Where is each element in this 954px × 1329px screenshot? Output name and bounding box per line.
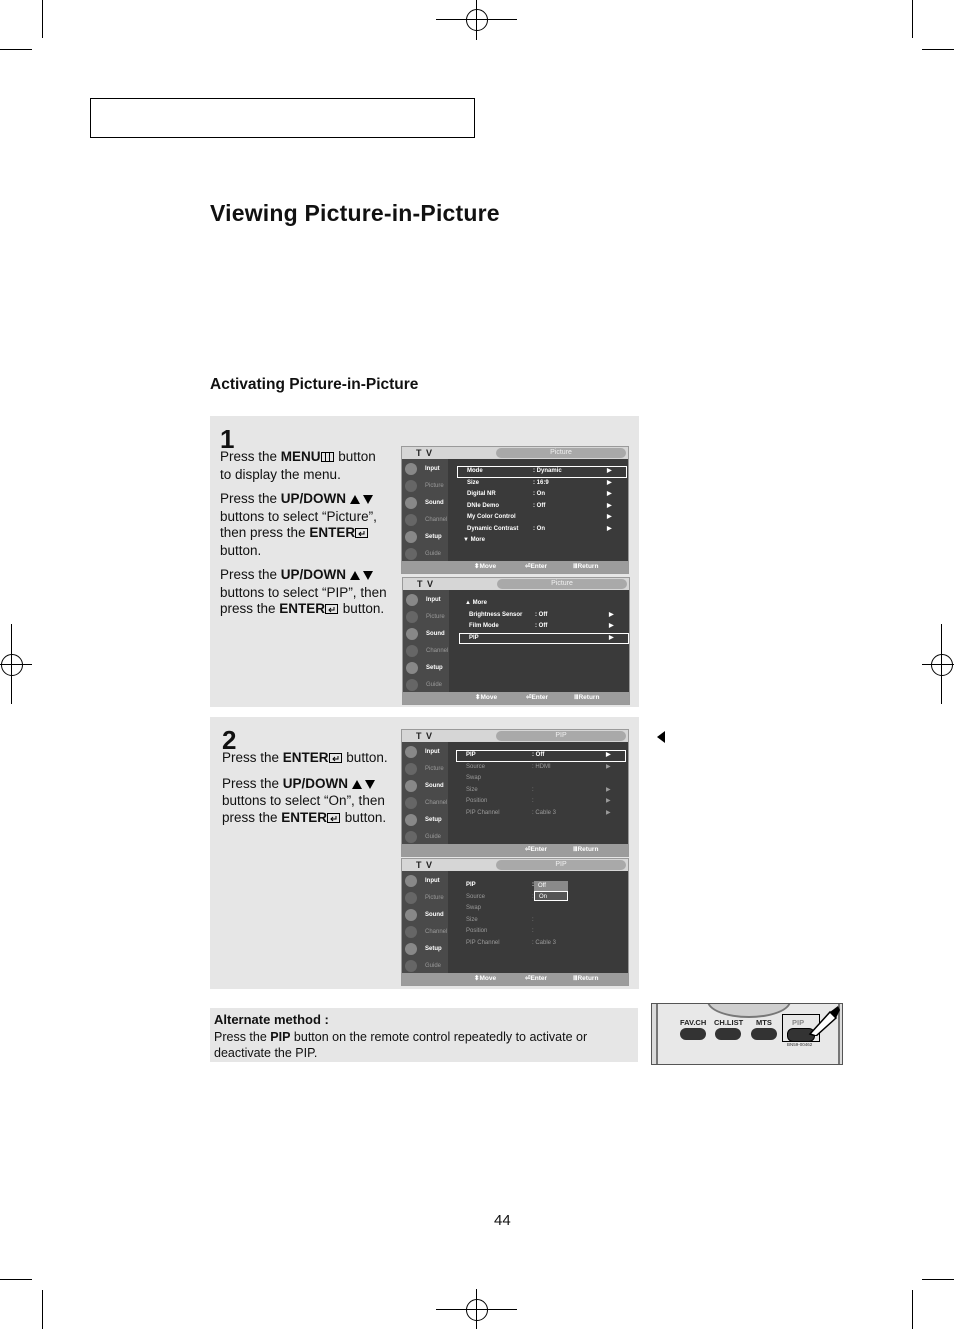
crop-mark (42, 0, 43, 38)
sidebar-item-picture: Picture (402, 478, 448, 494)
crop-mark (922, 1279, 954, 1280)
menu-row: Size : ▶ (466, 786, 611, 793)
menu-row: Position : ▶ (466, 798, 611, 804)
menu-row: Size : (466, 916, 534, 923)
option-off: Off (534, 881, 568, 891)
remote-control-illustration (651, 1003, 843, 1065)
sidebar-item-channel: Channel (402, 512, 448, 528)
menu-sidebar (403, 590, 449, 692)
crop-mark (912, 1290, 913, 1329)
menu-row: PIP Channel : Cable 3 (466, 939, 557, 946)
remote-code: BN59-00462 (787, 1042, 813, 1047)
menu-sidebar (402, 459, 448, 561)
up-down-icon (352, 777, 376, 794)
tv-menu-screen-picture-more: T V Picture Input Picture Sound Channel Setup Guide ▲ More Brightness Sensor : Off ▶ Film Mode : Off ▶ PIP ▶ ⬍ Move ⏎ Enter Ⅲ Return (402, 577, 630, 705)
menu-list (457, 466, 627, 547)
menu-row-pip: PIP : (466, 882, 534, 888)
step-number: 1 (220, 424, 235, 454)
up-down-icon (350, 568, 374, 585)
sidebar-item-setup: Setup (402, 941, 448, 957)
up-down-icon (350, 492, 374, 509)
alternate-title: Alternate method : (214, 1012, 329, 1027)
remote-button-ch-list[interactable] (715, 1028, 741, 1040)
menu-row: DNIe Demo : Off ▶ (467, 502, 612, 509)
sidebar-item-channel: Channel (402, 924, 448, 940)
alternate-text: Press the PIP button on the remote control repeatedly to activate or deactivate the PIP. (214, 1030, 588, 1060)
menu-tab-title: Picture (496, 448, 626, 458)
menu-row-pip: PIP ▶ (459, 633, 629, 645)
pointer-hand-icon (808, 1006, 840, 1041)
registration-mark (1, 654, 23, 676)
step2-instructions: Press the ENTER button. Press the UP/DOWN buttons to select “On”, then press the ENTER button. (222, 750, 394, 835)
crop-mark (912, 0, 913, 38)
sidebar-item-input: Input (402, 873, 448, 889)
menu-list (456, 750, 626, 819)
menu-row: Source : (466, 893, 534, 900)
sidebar-item-picture: Picture (402, 761, 448, 777)
sidebar-item-setup: Setup (402, 812, 448, 828)
remote-label-fav-ch: FAV.CH (680, 1018, 707, 1027)
menu-sidebar (402, 742, 448, 844)
menu-tab-title: PIP (496, 731, 626, 741)
menu-row: Dynamic Contrast : On ▶ (467, 525, 612, 532)
registration-mark (466, 1299, 488, 1321)
remote-button-mts[interactable] (751, 1028, 777, 1040)
menu-sidebar (402, 871, 448, 973)
crop-mark (42, 1290, 43, 1329)
sidebar-item-input: Input (402, 744, 448, 760)
sidebar-item-channel: Channel (403, 643, 449, 659)
menu-row: Brightness Sensor : Off ▶ (469, 611, 614, 618)
menu-row-more: ▲ More (465, 600, 487, 606)
menu-footer: ⬍ Move ⏎ Enter Ⅲ Return (403, 692, 629, 704)
enter-icon (355, 526, 369, 543)
sidebar-item-guide: Guide (402, 546, 448, 562)
menu-row: Digital NR : On ▶ (467, 491, 612, 497)
sidebar-item-input: Input (402, 461, 448, 477)
sidebar-item-sound: Sound (403, 626, 449, 642)
menu-row: Swap (466, 905, 482, 911)
crop-mark (0, 1279, 32, 1280)
remote-button-fav-ch[interactable] (680, 1028, 706, 1040)
tv-menu-screen-pip-options: T V PIP Input Picture Sound Channel Setup Guide PIP : Source : Swap Size : Position : PIP Channel : Cable 3 Off On ⬍ Move ⏎ Enter Ⅲ Return (401, 858, 629, 986)
remote-label-ch-list: CH.LIST (714, 1018, 744, 1027)
menu-row-more: ▼ More (463, 537, 485, 543)
menu-row: PIP Channel : Cable 3 ▶ (466, 809, 611, 816)
sidebar-item-sound: Sound (402, 778, 448, 794)
pointer-arrow-icon (656, 730, 666, 748)
sidebar-item-channel: Channel (402, 795, 448, 811)
registration-mark (466, 9, 488, 31)
menu-list (459, 598, 629, 644)
page-number: 44 (494, 1212, 511, 1229)
crop-mark (0, 49, 32, 50)
step-number: 2 (222, 725, 237, 755)
sidebar-item-guide: Guide (402, 958, 448, 974)
menu-tab-title: Picture (497, 579, 627, 589)
sidebar-item-setup: Setup (403, 660, 449, 676)
sidebar-item-setup: Setup (402, 529, 448, 545)
page-title: Viewing Picture-in-Picture (210, 200, 500, 226)
enter-icon (327, 811, 341, 828)
enter-icon (329, 751, 343, 768)
menu-row-pip: PIP : Off ▶ (456, 750, 626, 762)
section-title: Activating Picture-in-Picture (210, 376, 419, 393)
sidebar-item-picture: Picture (403, 609, 449, 625)
menu-row: Position : (466, 928, 534, 934)
remote-label-mts: MTS (756, 1018, 772, 1027)
tv-menu-screen-picture: T V Picture Input Picture Sound Channel Setup Guide Mode : Dynamic ▶ Size : 16:9 ▶ Digital NR : On ▶ DNIe Demo : Off ▶ My Color Control ▶ Dynamic Contrast : On ▶ ▼ More ⬍ Move ⏎ Enter Ⅲ Return (401, 446, 629, 574)
crop-mark (922, 49, 954, 50)
menu-row: Swap (466, 775, 482, 781)
menu-row: Size : 16:9 ▶ (467, 479, 612, 486)
sidebar-item-sound: Sound (402, 907, 448, 923)
menu-row-mode: Mode : Dynamic ▶ (457, 466, 627, 478)
remote-label-pip: PIP (792, 1018, 805, 1027)
menu-footer: ⬍ Move ⏎ Enter Ⅲ Return (402, 561, 628, 573)
menu-footer: ⬍ Move ⏎ Enter Ⅲ Return (402, 973, 628, 985)
enter-icon (325, 602, 339, 619)
sidebar-item-picture: Picture (402, 890, 448, 906)
header-box (90, 98, 475, 138)
sidebar-item-sound: Sound (402, 495, 448, 511)
menu-row: My Color Control ▶ (467, 514, 612, 520)
alternate-method-box (210, 1008, 638, 1062)
sidebar-item-guide: Guide (403, 677, 449, 693)
option-on-selected: On (534, 891, 568, 901)
sidebar-item-guide: Guide (402, 829, 448, 845)
menu-tab-title: PIP (496, 860, 626, 870)
menu-row: Film Mode : Off ▶ (469, 623, 614, 629)
registration-mark (931, 654, 953, 676)
step1-instructions: Press the MENU button to display the menu. Press the UP/DOWN buttons to select “Picture”, then press the ENTER button. Press the UP/DOWN buttons to select “PIP”, then press the ENTER button. (220, 449, 390, 627)
menu-icon (321, 450, 335, 467)
tv-menu-screen-pip: T V PIP Input Picture Sound Channel Setup Guide PIP : Off ▶ Source : HDMI ▶ Swap Size : ▶ Position : ▶ PIP Channel : Cable 3 ▶ ⏎ Enter Ⅲ Return (401, 729, 629, 857)
sidebar-item-input: Input (403, 592, 449, 608)
menu-footer: ⏎ Enter Ⅲ Return (402, 844, 628, 856)
menu-row: Source : HDMI ▶ (466, 763, 611, 770)
